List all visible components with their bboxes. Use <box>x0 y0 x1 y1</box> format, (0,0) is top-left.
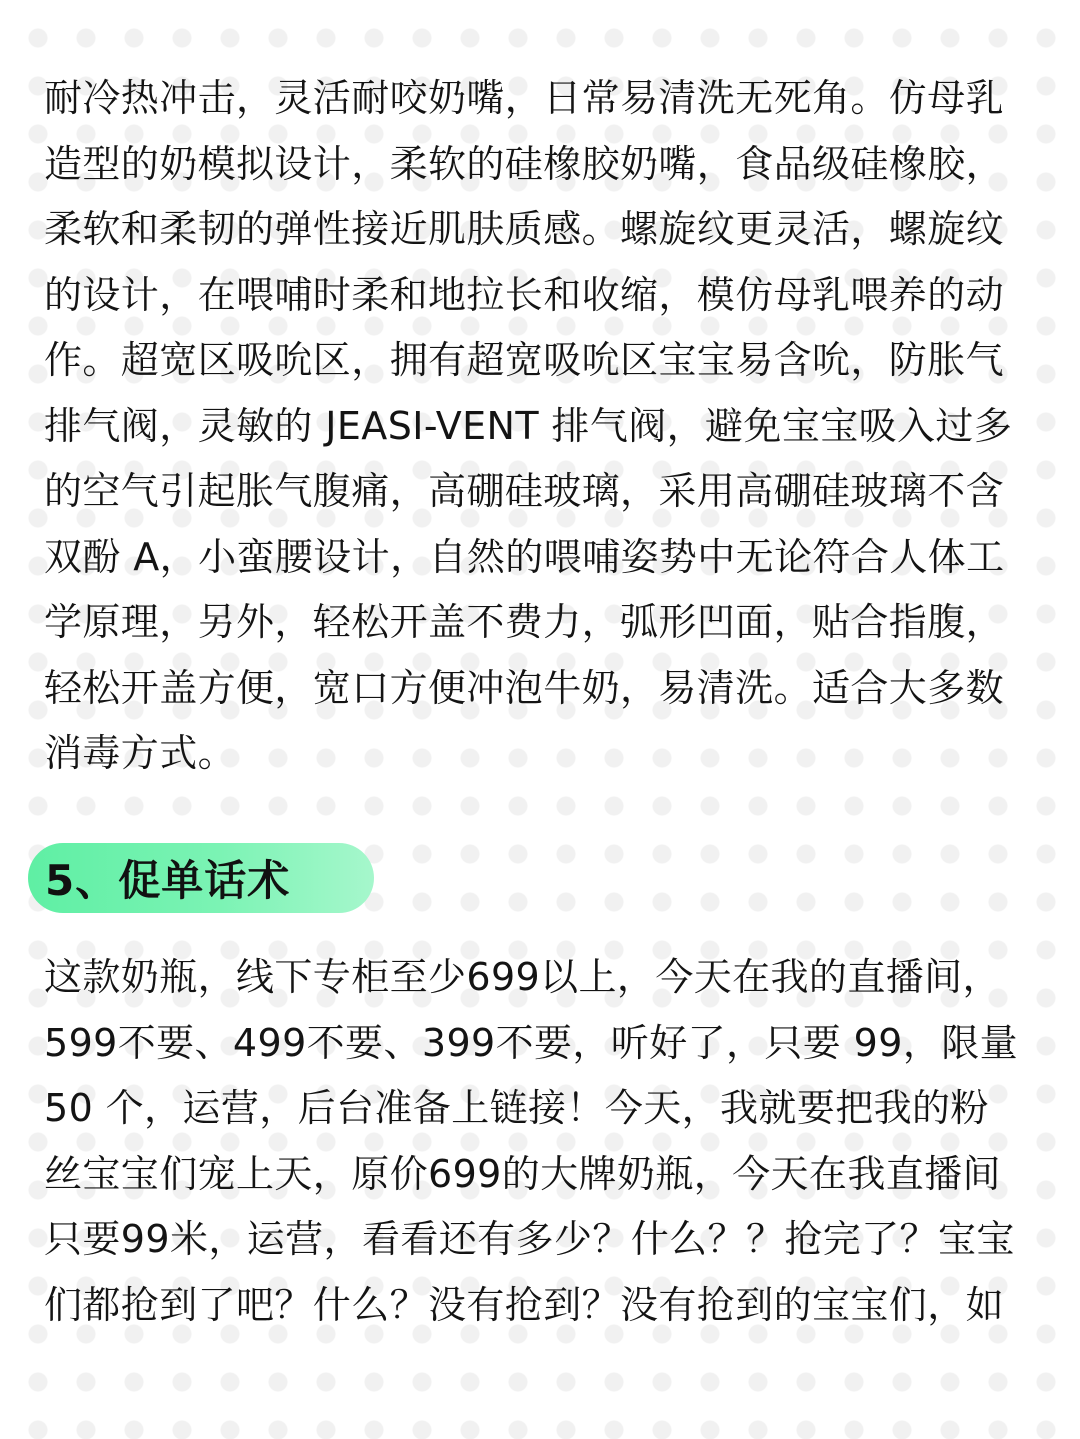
section-heading-sales-pitch: 5、促单话术 <box>28 843 374 913</box>
product-description-paragraph: 耐冷热冲击，灵活耐咬奶嘴，日常易清洗无死角。仿母乳 造型的奶模拟设计，柔软的硅橡胶奶嘴，食品级硅橡胶， 柔软和柔韧的弹性接近肌肤质感。螺旋纹更灵活，螺旋纹 的设计，在喂哺时柔和地拉长和收缩，模仿母乳喂养的动 作。超宽区吸吮区，拥有超宽吸吮区宝宝易含吮，防胀气 排气阀，灵敏的 JEASI-VENT 排气阀，避免宝宝吸入过多 的空气引起胀气腹痛，高硼硅玻璃，采用高硼硅玻璃不含 双酚 A，小蛮腰设计，自然的喂哺姿势中无论符合人体工 学原理，另外，轻松开盖不费力，弧形凹面，贴合指腹， 轻松开盖方便，宽口方便冲泡牛奶，易清洗。适合大多数 消毒方式。 <box>44 76 1013 775</box>
sales-pitch-paragraph: 这款奶瓶，线下专柜至少699以上，今天在我的直播间， 599不要、499不要、399不要，听好了，只要 99，限量 50 个，运营，后台准备上链接！今天，我就要把我的粉 丝宝宝们宠上天，原价699的大牌奶瓶，今天在我直播间 只要99米，运营，看看还有多少？什么？？抢完了？宝宝 们都抢到了吧？什么？没有抢到？没有抢到的宝宝们，如 <box>44 955 1019 1327</box>
